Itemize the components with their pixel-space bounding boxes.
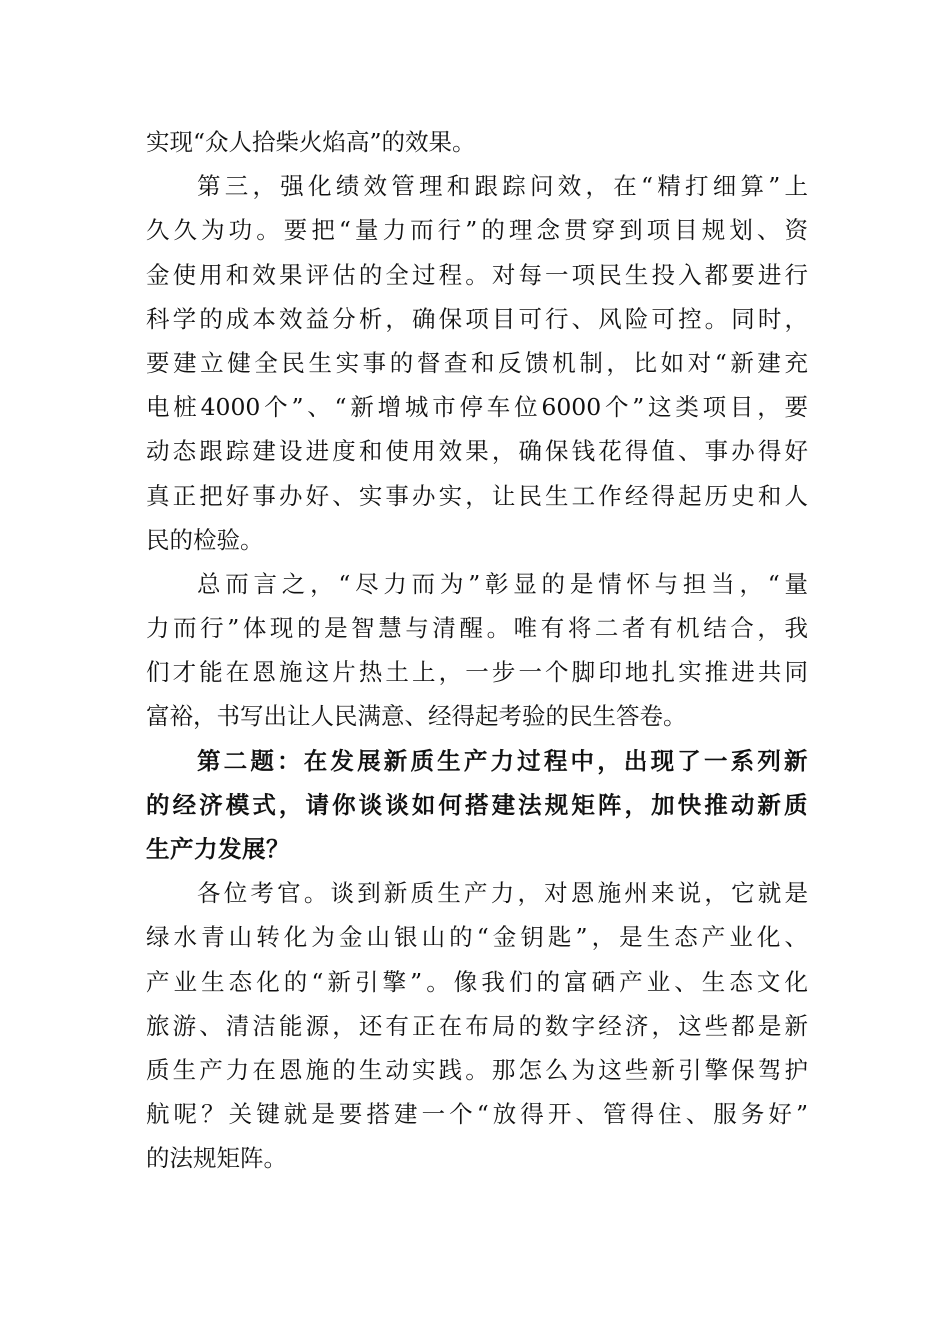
- text-line: 富裕，书写出让人民满意、经得起考验的民生答卷。: [146, 702, 687, 731]
- text-line: 绿水青山转化为金山银山的“金钥匙”，是生态产业化、: [146, 923, 808, 952]
- heading-line: 第二题：在发展新质生产力过程中，出现了一系列新: [197, 746, 808, 775]
- text-line: 电桩4000个”、“新增城市停车位6000个”这类项目，要: [146, 393, 808, 422]
- document-body: [146, 120, 808, 1181]
- heading-line: 的经济模式，请你谈谈如何搭建法规矩阵，加快推动新质: [146, 790, 808, 819]
- text-line: 民的检验。: [146, 525, 264, 554]
- text-line: 要建立健全民生实事的督查和反馈机制，比如对“新建充: [146, 348, 808, 377]
- paragraph-answer: [146, 871, 808, 1180]
- text-line: 们才能在恩施这片热土上，一步一个脚印地扎实推进共同: [146, 658, 808, 687]
- text-line: 第三，强化绩效管理和跟踪问效，在“精打细算”上: [197, 172, 808, 201]
- text-line: 金使用和效果评估的全过程。对每一项民生投入都要进行: [146, 260, 808, 289]
- text-line: 质生产力在恩施的生动实践。那怎么为这些新引擎保驾护: [146, 1055, 808, 1084]
- text-line: 科学的成本效益分析，确保项目可行、风险可控。同时，: [146, 304, 808, 333]
- paragraph-conclusion: [146, 562, 808, 739]
- text-line: 总而言之，“尽力而为”彰显的是情怀与担当，“量: [197, 569, 808, 598]
- text-line: 久久为功。要把“量力而行”的理念贯穿到项目规划、资: [146, 216, 808, 245]
- text-line: 动态跟踪建设进度和使用效果，确保钱花得值、事办得好: [146, 437, 808, 466]
- text-line: 实现“众人拾柴火焰高”的效果。: [146, 128, 476, 156]
- text-line: 真正把好事办好、实事办实，让民生工作经得起历史和人: [146, 481, 808, 510]
- text-line: 力而行”体现的是智慧与清醒。唯有将二者有机结合，我: [146, 614, 808, 643]
- text-line: 航呢？关键就是要搭建一个“放得开、管得住、服务好”: [146, 1100, 808, 1129]
- question-heading: [146, 739, 808, 872]
- text-line: 的法规矩阵。: [146, 1144, 287, 1173]
- paragraph-third-point: [146, 164, 808, 562]
- text-line: 各位考官。谈到新质生产力，对恩施州来说，它就是: [197, 879, 808, 908]
- heading-line: 生产力发展？: [146, 835, 290, 863]
- text-line: 产业生态化的“新引擎”。像我们的富硒产业、生态文化: [146, 967, 808, 996]
- paragraph-continuation: [146, 120, 808, 164]
- text-line: 旅游、清洁能源，还有正在布局的数字经济，这些都是新: [146, 1011, 808, 1040]
